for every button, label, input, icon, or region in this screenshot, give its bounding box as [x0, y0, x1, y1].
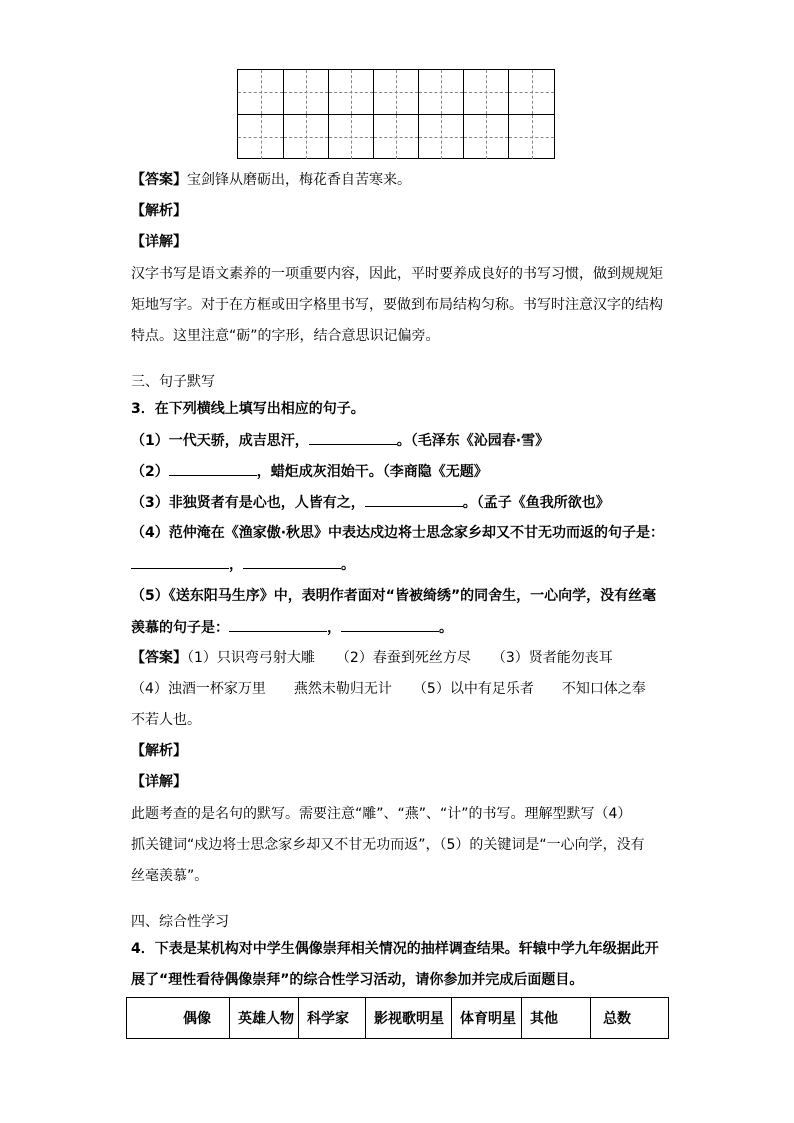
detail-line: 矩地写字。对于在方框或田字格里书写，要做到布局结构匀称。书写时注意汉字的结构: [131, 297, 663, 313]
table-row: [127, 998, 669, 1039]
punctuation: 。: [439, 620, 453, 636]
table-header-cell: 总数: [591, 998, 669, 1039]
grid-cell: [374, 70, 419, 114]
item-text: ，蜡炬成灰泪始干。（李商隐《无题》: [256, 464, 488, 480]
question-3-item-2: [131, 461, 488, 482]
table-header-cell: 英雄人物: [230, 998, 299, 1039]
punctuation: 。: [341, 557, 355, 573]
detail-line: 特点。这里注意“砺”的字形，结合意思识记偏旁。: [131, 328, 440, 344]
grid-row: [238, 115, 554, 159]
detail-line: 此题考查的是名句的默写。需要注意“雕”、“燕”、“计”的书写。理解型默写（4）: [131, 806, 632, 822]
grid-cell: [509, 115, 554, 159]
answer-text: 宝剑锋从磨砺出，梅花香自苦寒来。: [187, 172, 411, 188]
question-3-item-1: [131, 430, 549, 451]
answer-text: （1）只识弯弓射大雕 （2）春蚕到死丝方尽 （3）贤者能勿丧耳: [187, 650, 613, 666]
question-3-item-3: [131, 492, 610, 513]
grid-cell: [509, 70, 554, 114]
punctuation: ，: [327, 620, 341, 636]
grid-cell: [374, 115, 419, 159]
answer-3-line-1: [131, 648, 613, 668]
punctuation: ，: [229, 557, 243, 573]
detail-line: 汉字书写是语文素养的一项重要内容，因此，平时要养成良好的书写习惯，做到规规矩: [131, 266, 663, 282]
table-header-cell: 其他: [522, 998, 591, 1039]
fill-blank[interactable]: [229, 617, 327, 632]
fill-blank[interactable]: [309, 430, 397, 445]
item-text: 。（孟子《鱼我所欲也》: [462, 495, 610, 511]
fill-blank[interactable]: [131, 554, 229, 569]
grid-cell: [464, 70, 509, 114]
detail-tag: 【详解】: [131, 234, 187, 250]
question-4-line-1: 4．下表是某机构对中学生偶像崇拜相关情况的抽样调查结果。轩辕中学九年级据此开: [131, 941, 659, 957]
section-heading: 三、句子默写: [131, 374, 215, 390]
question-3-item-4: （4）范仲淹在《渔家傲·秋思》中表达戍边将士思念家乡却又不甘无功而返的句子是：: [131, 525, 665, 541]
table-header-cell: 偶像: [127, 998, 230, 1039]
question-3-item-5: （5）《送东阳马生序》中，表明作者面对“皆被绮绣”的同舍生，一心向学，没有丝毫: [131, 588, 657, 604]
answer-1: [131, 170, 411, 190]
table-header-cell: 科学家: [299, 998, 366, 1039]
answer-tag: 【答案】: [131, 650, 187, 666]
grid-cell: [284, 70, 329, 114]
question-4-line-2: 展了“理性看待偶像崇拜”的综合性学习活动，请你参加并完成后面题目。: [131, 972, 584, 988]
fill-blank[interactable]: [341, 617, 439, 632]
grid-cell: [238, 115, 284, 159]
table-header-cell: 影视歌明星: [366, 998, 452, 1039]
fill-blank[interactable]: [169, 461, 257, 476]
item-text: 羡慕的句子是：: [131, 620, 229, 636]
grid-cell: [419, 70, 464, 114]
item-text: （3）非独贤者有是心也，人皆有之，: [131, 495, 365, 511]
analysis-tag: 【解析】: [131, 743, 187, 759]
writing-grid: [237, 69, 555, 159]
detail-line: 抓关键词“戍边将士思念家乡却又不甘无功而返”，（5）的关键词是“一心向学，没有: [131, 837, 645, 853]
item-text: 。（毛泽东《沁园春·雪》: [396, 433, 550, 449]
grid-row: [238, 70, 554, 115]
grid-cell: [329, 70, 374, 114]
item-text: （2）: [131, 464, 169, 480]
table-header-cell: 体育明星: [452, 998, 522, 1039]
grid-cell: [284, 115, 329, 159]
answer-3-line-2: （4）浊酒一杯家万里 燕然未勒归无计 （5）以中有足乐者 不知口体之奉: [131, 681, 646, 697]
item-text: （1）一代天骄，成吉思汗，: [131, 433, 309, 449]
fill-blank[interactable]: [243, 554, 341, 569]
detail-line: 丝毫羡慕”。: [131, 868, 209, 884]
idol-survey-table: [126, 997, 669, 1039]
grid-cell: [238, 70, 284, 114]
question-3-item-4-blanks: [131, 554, 355, 575]
question-3: 3．在下列横线上填写出相应的句子。: [131, 401, 365, 417]
grid-cell: [419, 115, 464, 159]
fill-blank[interactable]: [365, 492, 463, 507]
answer-3-line-3: 不若人也。: [131, 712, 201, 728]
section-heading: 四、综合性学习: [131, 914, 229, 930]
analysis-tag: 【解析】: [131, 203, 187, 219]
detail-tag: 【详解】: [131, 774, 187, 790]
answer-tag: 【答案】: [131, 172, 187, 188]
question-3-item-5-blanks: [131, 617, 453, 638]
grid-cell: [329, 115, 374, 159]
grid-cell: [464, 115, 509, 159]
